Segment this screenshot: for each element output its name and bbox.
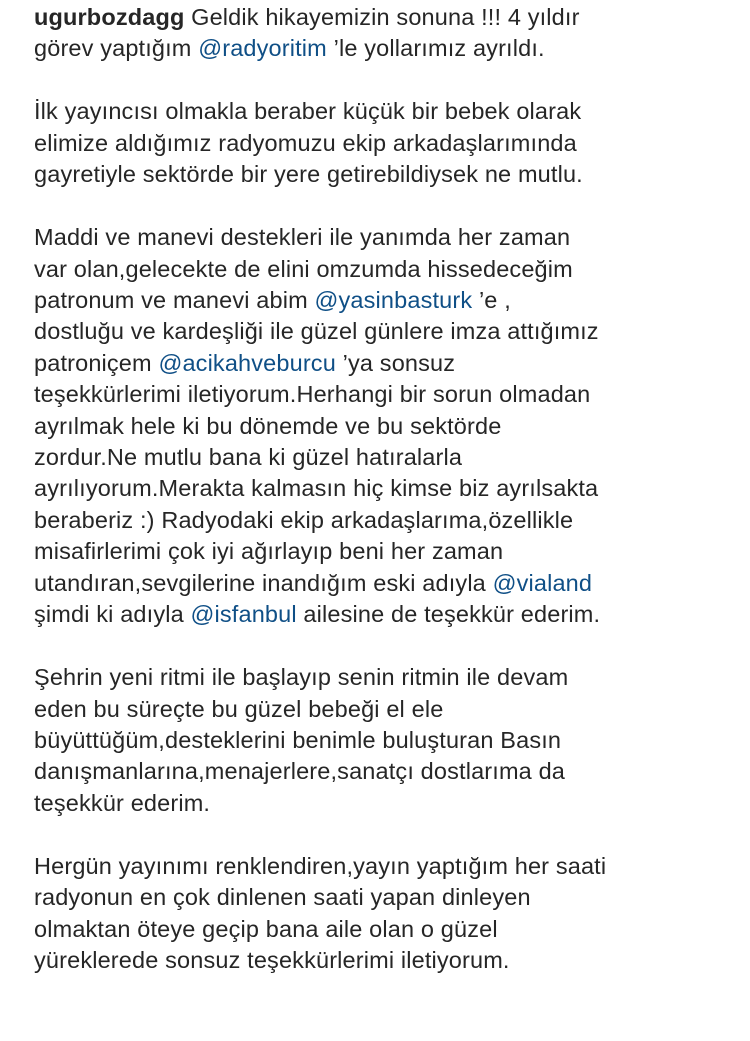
caption-line [34, 568, 716, 599]
caption-line: var olan,gelecekte de elini omzumda hissedeceğim [34, 255, 573, 282]
caption-line: ayrılmak hele ki bu dönemde ve bu sektörde [34, 412, 502, 439]
caption-line: büyüttüğüm,desteklerini benimle buluşturan Basın [34, 726, 562, 753]
mention-yasinbasturk-link[interactable]: @yasinbasturk [314, 287, 473, 314]
caption-text: ’le yollarımız ayrıldı. [333, 35, 545, 62]
caption-line: elimize aldığımız radyomuzu ekip arkadaşlarımında [34, 129, 577, 156]
caption-line [34, 348, 716, 379]
caption-line: dostluğu ve kardeşliği ile güzel günlere imza attığımız [34, 318, 599, 345]
caption-text: ’ya sonsuz [342, 349, 456, 376]
caption-paragraph-4 [34, 662, 716, 819]
caption-line [34, 599, 716, 630]
caption-line: teşekkürlerimi iletiyorum.Herhangi bir sorun olmadan [34, 381, 591, 408]
caption-line: zordur.Ne mutlu bana ki güzel hatıralarla [34, 444, 463, 471]
caption-paragraph-3 [34, 222, 716, 630]
caption-line: yüreklerede sonsuz teşekkürlerimi iletiyorum. [34, 946, 510, 973]
caption-line: teşekkür ederim. [34, 789, 211, 816]
mention-acikahveburcu-link[interactable]: @acikahveburcu [158, 349, 336, 376]
username-link[interactable]: ugurbozdagg [34, 4, 185, 30]
caption-line [34, 2, 716, 33]
caption-text: Geldik hikayemizin sonuna !!! 4 yıldır [191, 4, 580, 30]
caption-line: Hergün yayınımı renklendiren,yayın yaptığım her saati [34, 852, 607, 879]
caption-line: radyonun en çok dinlenen saati yapan dinleyen [34, 884, 531, 911]
caption-text: ailesine de teşekkür ederim. [303, 601, 601, 628]
caption-line: ayrılıyorum.Merakta kalmasın hiç kimse biz ayrılsakta [34, 475, 599, 502]
caption-text: patroniçem [34, 349, 152, 376]
caption-text: şimdi ki adıyla [34, 601, 184, 628]
caption-line: eden bu süreçte bu güzel bebeği el ele [34, 695, 444, 722]
caption-line: Şehrin yeni ritmi ile başlayıp senin ritmin ile devam [34, 664, 569, 691]
caption-text: utandıran,sevgilerine inandığım eski adıyla [34, 569, 486, 596]
caption-line: olmaktan öteye geçip bana aile olan o güzel [34, 915, 498, 942]
caption-paragraph-1 [34, 2, 716, 65]
mention-vialand-link[interactable]: @vialand [492, 569, 593, 596]
mention-isfanbul-link[interactable]: @isfanbul [190, 601, 297, 628]
caption-paragraph-2 [34, 96, 716, 190]
caption-line [34, 33, 716, 64]
caption-text: patronum ve manevi abim [34, 287, 308, 314]
caption-text: görev yaptığım [34, 35, 192, 62]
caption-line: Maddi ve manevi destekleri ile yanımda her zaman [34, 224, 571, 251]
caption-line: beraberiz :) Radyodaki ekip arkadaşlarıma,özellikle [34, 506, 574, 533]
caption-line [34, 285, 716, 316]
caption-line: misafirlerimi çok iyi ağırlayıp beni her zaman [34, 538, 504, 565]
caption-line: gayretiyle sektörde bir yere getirebildiysek ne mutlu. [34, 161, 583, 188]
mention-radyoritim-link[interactable]: @radyoritim [198, 35, 327, 62]
caption-text: ’e , [478, 287, 511, 314]
caption-line: danışmanlarına,menajerlere,sanatçı dostlarıma da [34, 758, 566, 785]
caption-line: İlk yayıncısı olmakla beraber küçük bir bebek olarak [34, 98, 582, 125]
caption-paragraph-5 [34, 851, 716, 977]
